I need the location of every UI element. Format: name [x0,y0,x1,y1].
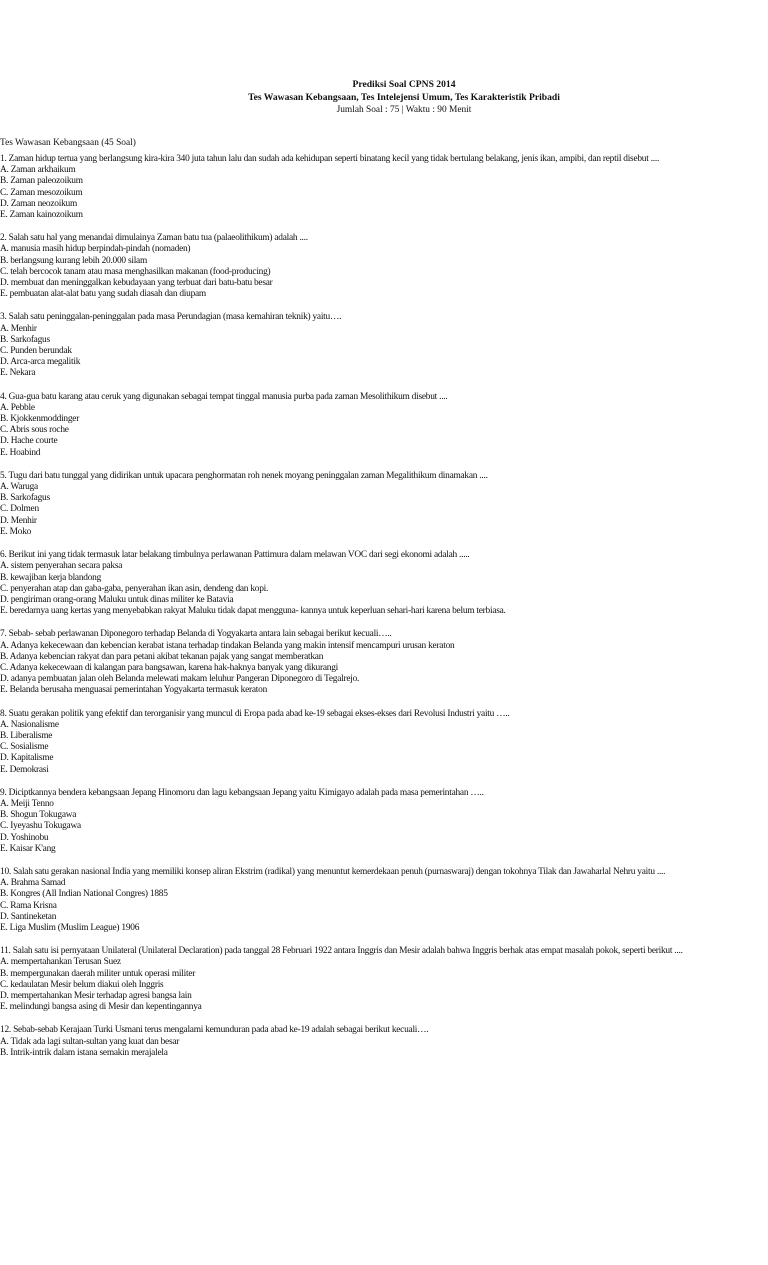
answer-option: E. Liga Muslim (Muslim League) 1906 [0,922,140,933]
answer-option: D. mempertahankan Mesir terhadap agresi bangsa lain [0,991,192,1001]
answer-option: A. Zaman arkhaikum [0,165,76,176]
answer-option: D. Menhir [0,515,37,526]
answer-option: D. pengiriman orang-orang Maluku untuk dinas militer ke Batavia [0,594,234,605]
answer-option: B. Liberalisme [0,730,53,741]
question-block [0,233,768,300]
question-text: 8. Suatu gerakan politik yang efektif dan terorganisir yang muncul di Eropa pada abad ke-19 sebagai ekses-ekses dari Revolusi Industri yaitu ….. [0,708,510,719]
document-title: Prediksi Soal CPNS 2014 [352,79,456,90]
answer-option: E. Zaman kainozoikum [0,210,83,221]
answer-option: A. Adanya kekecewaan dan kebencian kerabat istana terhadap tindakan Belanda yang makin intensif mencampuri urusan keraton [0,640,455,651]
answer-option: A. Pebble [0,402,35,413]
answer-option: B. Kjokkenmoddinger [0,414,80,425]
answer-option: D. Arca-arca megalitik [0,357,81,368]
question-text: 7. Sebab- sebab perlawanan Diponegoro terhadap Belanda di Yogyakarta antara lain sebagai berikut kecuali….. [0,629,392,640]
question-text: 9. Diciptkannya bendera kebangsaan Jepang Hinomoru dan lagu kebangsaan Jepang yaitu Kimigayo adalah pada masa pemerintahan ….. [0,787,484,798]
answer-option: D. Hache courte [0,436,58,447]
document-subtitle: Tes Wawasan Kebangsaan, Tes Intelejensi Umum, Tes Karakteristik Pribadi [248,92,560,103]
answer-option: D. membuat dan meninggalkan kebudayaan yang terbuat dari batu-batu besar [0,278,273,289]
answer-option: E. Belanda berusaha menguasai pemerintahan Yogyakarta termasuk keraton [0,685,268,696]
answer-option: B. Shogun Tokugawa [0,810,77,821]
answer-option: C. telah bercocok tanam atau masa menghasilkan makanan (food-producing) [0,266,271,277]
question-block [0,154,768,221]
question-block [0,392,768,459]
answer-option: B. Kongres (All Indian National Congres) 1885 [0,889,168,900]
question-text: 4. Gua-gua batu karang atau ceruk yang digunakan sebagai tempat tinggal manusia purba pada zaman Mesolithikum disebut .... [0,391,448,402]
question-block [0,1025,768,1059]
answer-option: A. Meiji Tenno [0,798,54,809]
answer-option: B. Sarkofagus [0,334,50,345]
answer-option: D. Yoshinobu [0,832,49,843]
answer-option: A. Tidak ada lagi sultan-sultan yang kuat dan besar [0,1036,180,1047]
answer-option: B. Adanya kebencian rakyat dan para petani akibat tekanan pajak yang sangat memberatkan [0,651,324,662]
answer-option: E. beredarnya uang kertas yang menyebabkan rakyat Maluku tidak dapat mengguna- kannya untuk keperluan sehari-hari karena belum terbiasa. [0,606,506,617]
answer-option: C. Rama Krisna [0,900,57,911]
question-text: 10. Salah satu gerakan nasional India yang memiliki konsep aliran Ekstrim (radikal) yang menuntut kemerdekaan penuh (purnaswaraj) dengan tokohnya Tilak dan Jawaharlal Nehru yaitu .... [0,866,666,877]
answer-option: B. Intrik-intrik dalam istana semakin merajalela [0,1047,168,1058]
answer-option: D. Santineketan [0,911,57,922]
answer-option: B. berlangsung kurang lebih 20.000 silam [0,255,148,266]
answer-option: D. Zaman neozoikum [0,198,77,209]
question-text: 1. Zaman hidup tertua yang berlangsung kira-kira 340 juta tahun lalu dan sudah ada kehidupan seperti binatang kecil yang tidak bertulang belakang, jenis ikan, ampibi, dan reptil disebut .... [0,154,660,164]
answer-option: A. Brahma Samad [0,878,66,889]
answer-option: A. manusia masih hidup berpindah-pindah (nomaden) [0,244,191,255]
answer-option: B. mempergunakan daerah militer untuk operasi militer [0,968,196,979]
question-text: 2. Salah satu hal yang menandai dimulainya Zaman batu tua (palaeolithikum) adalah .... [0,233,308,244]
answer-option: C. penyerahan atap dan gaba-gaba, penyerahan ikan asin, dendeng dan kopi. [0,583,269,594]
answer-option: A. sistem penyerahan secara paksa [0,561,123,572]
answer-option: A. mempertahankan Terusan Suez [0,957,121,968]
question-block [0,867,768,934]
document-info: Jumlah Soal : 75 | Waktu : 90 Menit [336,105,472,115]
document-header [0,78,768,117]
answer-option: A. Nasionalisme [0,719,59,730]
answer-option: B. Zaman paleozoikum [0,176,83,187]
answer-option: E. Demokrasi [0,764,49,775]
answer-option: C. Sosialisme [0,742,49,753]
answer-option: C. Punden berundak [0,346,72,357]
section-title: Tes Wawasan Kebangsaan (45 Soal) [0,138,136,148]
answer-option: C. Zaman mesozoikum [0,187,83,198]
question-text: 5. Tugu dari batu tunggal yang didirikan untuk upacara penghormatan roh nenek moyang peninggalan zaman Megalithikum dinamakan .... [0,470,488,481]
answer-option: A. Menhir [0,323,37,334]
answer-option: C. Iyeyashu Tokugawa [0,821,81,832]
answer-option: E. Hoabind [0,447,41,458]
question-block [0,709,768,776]
answer-option: E. melindungi bangsa asing di Mesir dan kepentingannya [0,1002,202,1013]
question-block [0,946,768,1013]
question-text: 3. Salah satu peninggalan-peninggalan pada masa Perundagian (masa kemahiran teknik) yaitu…. [0,312,342,323]
answer-option: E. Kaisar K'ang [0,843,56,854]
question-list [0,154,768,1071]
answer-option: E. Moko [0,526,32,537]
answer-option: B. kewajiban kerja blandong [0,572,102,583]
answer-option: C. kedaulatan Mesir belum diakui oleh Inggris [0,979,164,990]
question-block [0,788,768,855]
answer-option: D. Kapitalisme [0,753,54,764]
question-block [0,550,768,617]
question-block [0,471,768,538]
answer-option: C. Adanya kekecewaan di kalangan para bangsawan, karena hak-haknya banyak yang dikurangi [0,662,339,673]
question-block [0,629,768,696]
answer-option: A. Waruga [0,482,38,493]
answer-option: D. adanya pembuatan jalan oleh Belanda melewati makam leluhur Pangeran Diponegoro di Tegalrejo. [0,674,360,685]
answer-option: E. Nekara [0,368,36,379]
question-block [0,312,768,379]
question-text: 12. Sebab-sebab Kerajaan Turki Usmani terus mengalami kemunduran pada abad ke-19 adalah sebagai berikut kecuali…. [0,1025,429,1036]
answer-option: E. pembuatan alat-alat batu yang sudah diasah dan diupam [0,289,206,300]
answer-option: C. Abris sous roche [0,425,69,436]
question-text: 11. Salah satu isi pernyataan Unilateral (Unilateral Declaration) pada tanggal 28 Februari 1922 antara Inggris dan Mesir adalah bahwa Inggris berhak atas empat masalah pokok, seperti berikut .... [0,946,683,957]
question-text: 6. Berikut ini yang tidak termasuk latar belakang timbulnya perlawanan Pattimura dalam melawan VOC dari segi ekonomi adalah ..... [0,550,470,561]
answer-option: B. Sarkofagus [0,493,50,504]
answer-option: C. Dolmen [0,504,39,515]
